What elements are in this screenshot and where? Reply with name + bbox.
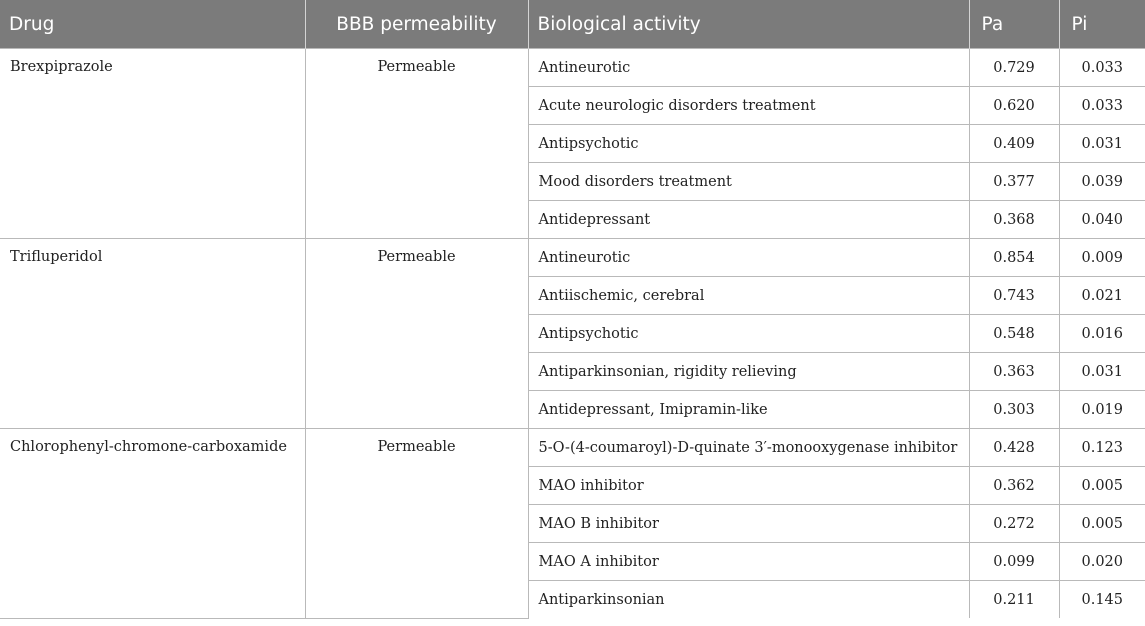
pi-cell: 0.020 (1059, 543, 1145, 581)
pa-cell: 0.377 (969, 163, 1059, 201)
activity-cell: Antidepressant (528, 201, 969, 239)
pa-cell: 0.729 (969, 49, 1059, 87)
pi-cell: 0.005 (1059, 467, 1145, 505)
bbb-permeability: Permeable (305, 429, 528, 619)
pa-cell: 0.428 (969, 429, 1059, 467)
activity-cell: MAO A inhibitor (528, 543, 969, 581)
pa-cell: 0.743 (969, 277, 1059, 315)
drug-name: Chlorophenyl-chromone-carboxamide (0, 429, 305, 619)
activity-cell: Antiparkinsonian (528, 581, 969, 619)
pa-cell: 0.303 (969, 391, 1059, 429)
table-row (0, 49, 1145, 87)
pi-cell: 0.031 (1059, 353, 1145, 391)
pi-cell: 0.145 (1059, 581, 1145, 619)
pi-cell: 0.033 (1059, 49, 1145, 87)
pi-cell: 0.040 (1059, 201, 1145, 239)
pi-cell: 0.009 (1059, 239, 1145, 277)
pi-cell: 0.005 (1059, 505, 1145, 543)
pi-cell: 0.031 (1059, 125, 1145, 163)
activity-cell: 5-O-(4-coumaroyl)-D-quinate 3′-monooxygenase inhibitor (528, 429, 969, 467)
header-pi: Pi (1059, 0, 1145, 49)
pa-cell: 0.368 (969, 201, 1059, 239)
activity-cell: Antidepressant, Imipramin-like (528, 391, 969, 429)
bbb-permeability: Permeable (305, 239, 528, 429)
pa-cell: 0.362 (969, 467, 1059, 505)
pi-cell: 0.033 (1059, 87, 1145, 125)
table-row (0, 239, 1145, 277)
activity-cell: MAO inhibitor (528, 467, 969, 505)
pa-cell: 0.363 (969, 353, 1059, 391)
pi-cell: 0.016 (1059, 315, 1145, 353)
header-pa: Pa (969, 0, 1059, 49)
table-row (0, 429, 1145, 467)
activity-cell: Antipsychotic (528, 315, 969, 353)
pa-cell: 0.272 (969, 505, 1059, 543)
table-body (0, 49, 1145, 619)
drug-name: Trifluperidol (0, 239, 305, 429)
header-bbb-permeability: BBB permeability (305, 0, 528, 49)
pa-cell: 0.211 (969, 581, 1059, 619)
pi-cell: 0.021 (1059, 277, 1145, 315)
header-biological-activity: Biological activity (528, 0, 969, 49)
bbb-permeability: Permeable (305, 49, 528, 239)
activity-cell: Mood disorders treatment (528, 163, 969, 201)
activity-cell: Antipsychotic (528, 125, 969, 163)
pi-cell: 0.039 (1059, 163, 1145, 201)
activity-cell: Antiischemic, cerebral (528, 277, 969, 315)
activity-cell: Antiparkinsonian, rigidity relieving (528, 353, 969, 391)
pa-cell: 0.620 (969, 87, 1059, 125)
pi-cell: 0.019 (1059, 391, 1145, 429)
header-row (0, 0, 1145, 49)
activity-cell: Acute neurologic disorders treatment (528, 87, 969, 125)
pa-cell: 0.854 (969, 239, 1059, 277)
header-drug: Drug (0, 0, 305, 49)
pi-cell: 0.123 (1059, 429, 1145, 467)
activity-cell: Antineurotic (528, 49, 969, 87)
pa-cell: 0.548 (969, 315, 1059, 353)
table-header (0, 0, 1145, 49)
drug-name: Brexpiprazole (0, 49, 305, 239)
pa-cell: 0.409 (969, 125, 1059, 163)
activity-cell: Antineurotic (528, 239, 969, 277)
activity-cell: MAO B inhibitor (528, 505, 969, 543)
pa-cell: 0.099 (969, 543, 1059, 581)
